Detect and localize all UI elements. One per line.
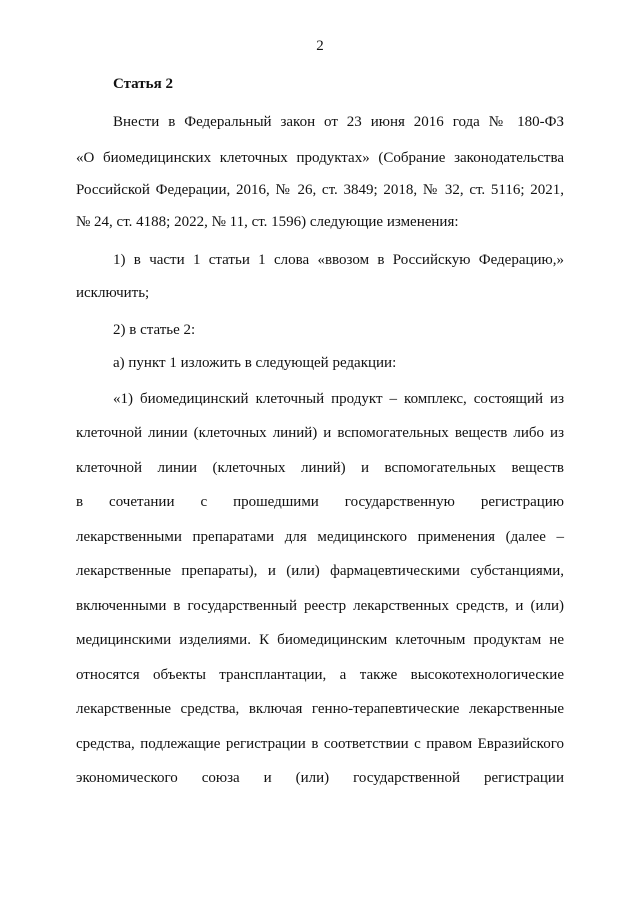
text-line: лекарственными препаратами для медицинского применения (далее – bbox=[76, 529, 564, 545]
text-line: включенными в государственный реестр лекарственных средств, и (или) bbox=[76, 598, 564, 614]
text-line: 2) в статье 2: bbox=[113, 322, 196, 338]
text-line: № 24, ст. 4188; 2022, № 11, ст. 1596) следующие изменения: bbox=[76, 214, 459, 230]
text-line: Российской Федерации, 2016, № 26, ст. 3849; 2018, № 32, ст. 5116; 2021, bbox=[76, 182, 564, 198]
text-line: «1) биомедицинский клеточный продукт – комплекс, состоящий из bbox=[113, 391, 564, 407]
page-number: 2 bbox=[316, 38, 324, 54]
text-line: лекарственные средства, включая генно-терапевтические лекарственные bbox=[76, 701, 564, 717]
text-line: относятся объекты трансплантации, а также высокотехнологические bbox=[76, 667, 564, 683]
article-heading: Статья 2 bbox=[113, 76, 173, 92]
text-line: а) пункт 1 изложить в следующей редакции: bbox=[113, 355, 397, 371]
text-line: клеточной линии (клеточных линий) и вспомогательных веществ bbox=[76, 460, 564, 476]
text-line: лекарственные препараты), и (или) фармацевтическими субстанциями, bbox=[76, 563, 564, 579]
text-line: экономического союза и (или) государственной регистрации bbox=[76, 770, 564, 786]
text-line: медицинскими изделиями. К биомедицинским клеточным продуктам не bbox=[76, 632, 564, 648]
text-line: 1) в части 1 статьи 1 слова «ввозом в Российскую Федерацию,» bbox=[113, 252, 564, 268]
text-line: средства, подлежащие регистрации в соответствии с правом Евразийского bbox=[76, 736, 564, 752]
text-line: клеточной линии (клеточных линий) и вспомогательных веществ либо из bbox=[76, 425, 564, 441]
text-line: Внести в Федеральный закон от 23 июня 2016 года № 180-ФЗ bbox=[113, 114, 564, 130]
text-line: «О биомедицинских клеточных продуктах» (Собрание законодательства bbox=[76, 150, 564, 166]
text-line: в сочетании с прошедшими государственную регистрацию bbox=[76, 494, 564, 510]
text-line: исключить; bbox=[76, 285, 150, 301]
